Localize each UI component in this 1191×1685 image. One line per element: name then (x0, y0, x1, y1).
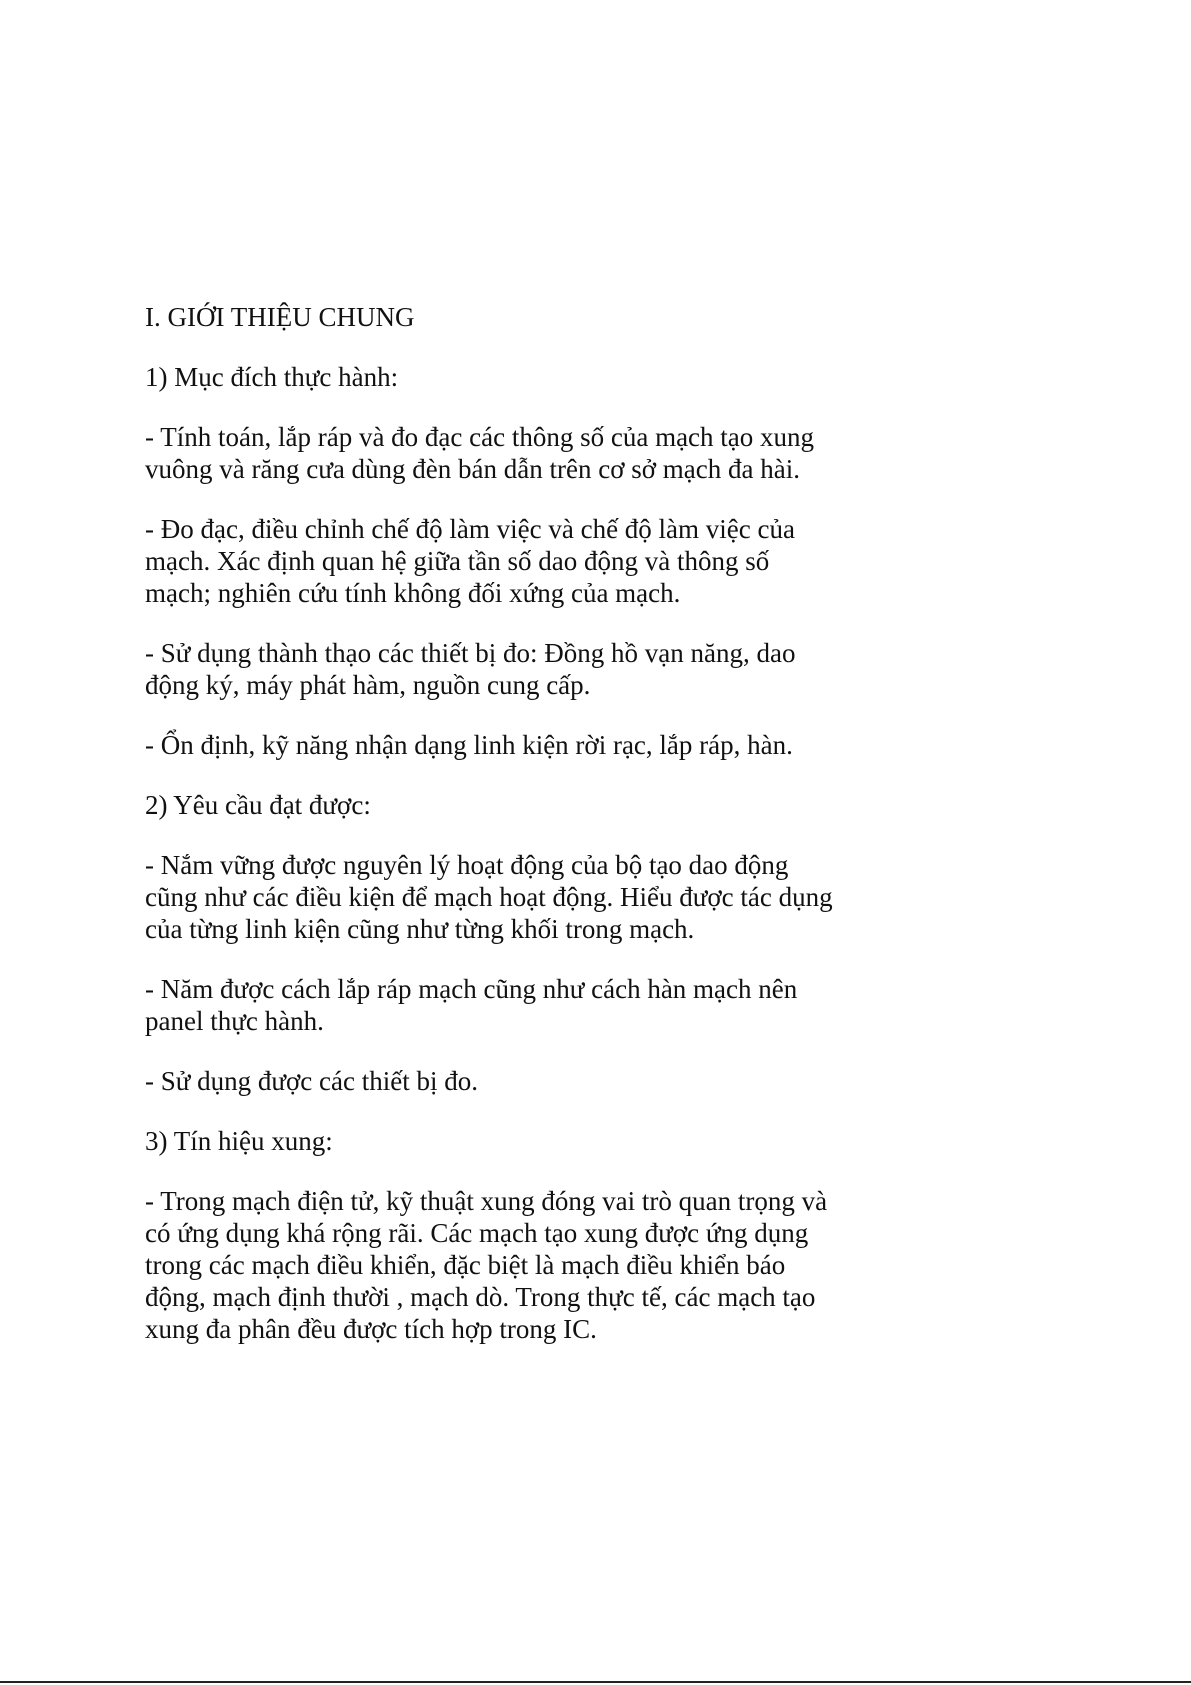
purpose-item-3: - Sử dụng thành thạo các thiết bị đo: Đồng hồ vạn năng, dao động ký, máy phát hàm, nguồn cung cấp. (145, 638, 796, 700)
requirement-item-3: - Sử dụng được các thiết bị đo. (145, 1066, 478, 1096)
subheading-pulse-signal: 3) Tín hiệu xung: (145, 1126, 333, 1156)
requirement-item-2: - Năm được cách lắp ráp mạch cũng như cách hàn mạch nên panel thực hành. (145, 974, 798, 1036)
purpose-item-4: - Ổn định, kỹ năng nhận dạng linh kiện rời rạc, lắp ráp, hàn. (145, 730, 793, 760)
subheading-requirements: 2) Yêu cầu đạt được: (145, 790, 371, 820)
bottom-border-line (0, 1681, 1191, 1683)
purpose-item-2: - Đo đạc, điều chỉnh chế độ làm việc và chế độ làm việc của mạch. Xác định quan hệ giữa tần số dao động và thông số mạch; nghiên cứu tính không đối xứng của mạch. (145, 514, 795, 608)
pulse-signal-paragraph: - Trong mạch điện tử, kỹ thuật xung đóng vai trò quan trọng và có ứng dụng khá rộng rãi. Các mạch tạo xung được ứng dụng trong các mạch điều khiển, đặc biệt là mạch điều khiển báo động, mạch định thười , mạch dò. Trong thực tế, các mạch tạo xung đa phân đều được tích hợp trong IC. (145, 1186, 828, 1344)
purpose-item-1: - Tính toán, lắp ráp và đo đạc các thông số của mạch tạo xung vuông và răng cưa dùng đèn bán dẫn trên cơ sở mạch đa hài. (145, 422, 815, 484)
subheading-purpose: 1) Mục đích thực hành: (145, 362, 399, 392)
document-content (145, 301, 875, 1373)
requirement-item-1: - Nắm vững được nguyên lý hoạt động của bộ tạo dao động cũng như các điều kiện để mạch hoạt động. Hiểu được tác dụng của từng linh kiện cũng như từng khối trong mạch. (145, 850, 833, 944)
section-heading: I. GIỚI THIỆU CHUNG (145, 302, 415, 332)
